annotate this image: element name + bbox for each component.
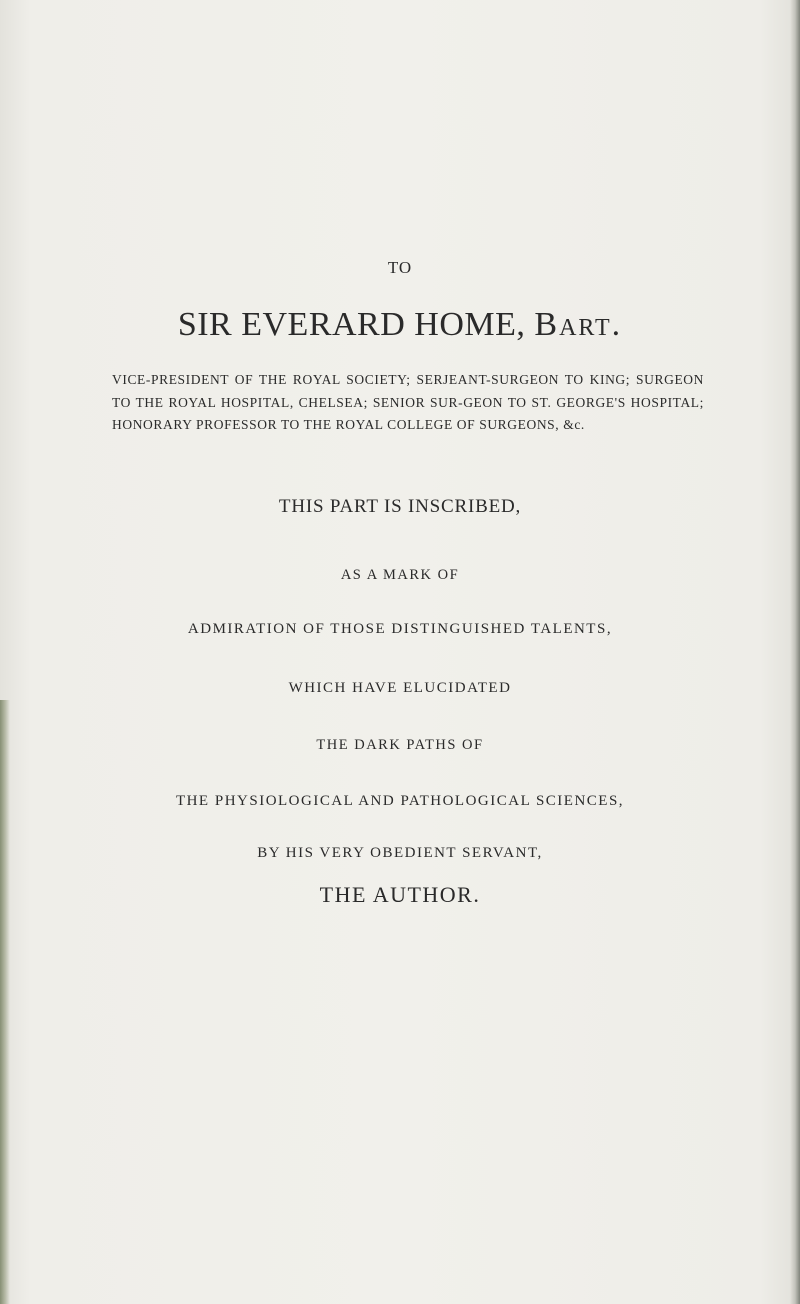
mark-line: AS A MARK OF xyxy=(340,567,460,583)
dedicatee-titles: VICE-PRESIDENT OF THE ROYAL SOCIETY; SERJEANT-SURGEON TO KING; SURGEON TO THE ROYAL HOSPITAL, CHELSEA; SENIOR SUR-GEON TO ST. GEORGE'S HOSPITAL; HONORARY PROFESSOR TO THE ROYAL COLLEGE OF SURGEONS, &c. xyxy=(112,372,704,432)
page-edge-left xyxy=(0,700,10,1304)
admiration-line: ADMIRATION OF THOSE DISTINGUISHED TALENTS, xyxy=(187,621,613,637)
inscribed-line: THIS PART IS INSCRIBED, xyxy=(278,496,522,517)
author-signature: THE AUTHOR. xyxy=(319,882,481,907)
dedicatee-suffix: Bart. xyxy=(534,306,623,343)
dedication-to: TO xyxy=(387,258,413,277)
elucidated-line: WHICH HAVE ELUCIDATED xyxy=(288,680,512,696)
dark-paths-line: THE DARK PATHS OF xyxy=(316,737,484,753)
page-edge-right xyxy=(790,0,800,1304)
dedicatee-name-text: SIR EVERARD HOME, xyxy=(177,306,526,343)
sciences-line: THE PHYSIOLOGICAL AND PATHOLOGICAL SCIENCES, xyxy=(175,793,625,809)
servant-line: BY HIS VERY OBEDIENT SERVANT, xyxy=(257,845,543,861)
dedicatee-name xyxy=(0,306,800,344)
